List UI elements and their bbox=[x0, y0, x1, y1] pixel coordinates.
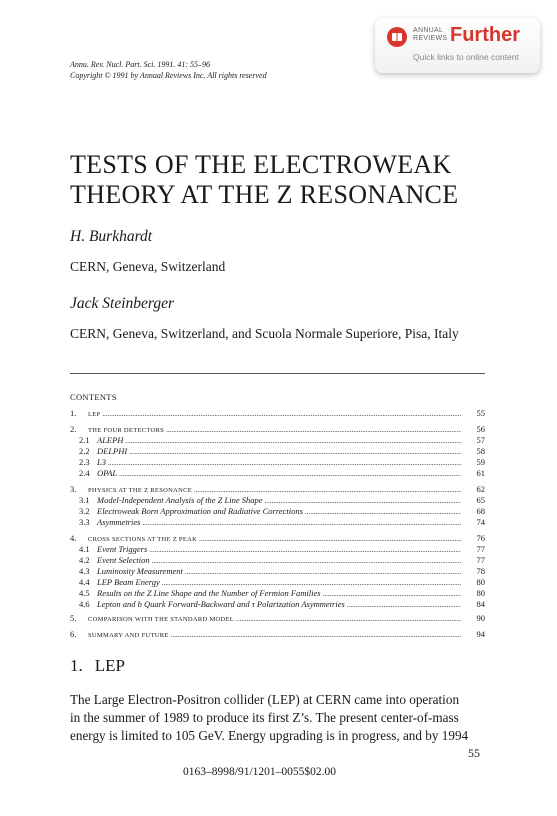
toc-entry-number: 4.4 bbox=[79, 577, 90, 587]
toc-entry-title: DELPHI bbox=[97, 446, 128, 456]
toc-entry bbox=[70, 484, 485, 495]
section-heading bbox=[70, 655, 125, 677]
toc-entry bbox=[70, 506, 485, 517]
toc-entry-title: Asymmetries bbox=[97, 517, 141, 527]
toc-entry bbox=[70, 408, 485, 419]
badge-further-label: Further bbox=[450, 24, 520, 46]
article-title-line-2: THEORY AT THE Z RESONANCE bbox=[70, 180, 459, 209]
toc-entry-page: 90 bbox=[476, 613, 485, 623]
toc-entry-page: 78 bbox=[476, 566, 485, 576]
toc-entry-number: 4.2 bbox=[79, 555, 90, 565]
page-number: 55 bbox=[468, 746, 480, 760]
toc-entry-title: Model-Independent Analysis of the Z Line Shape bbox=[97, 495, 263, 505]
toc-leader-dots bbox=[347, 600, 461, 611]
article-title-line-1: TESTS OF THE ELECTROWEAK bbox=[70, 150, 452, 179]
toc-entry-page: 62 bbox=[476, 484, 485, 494]
toc-entry-page: 74 bbox=[476, 517, 485, 527]
toc-entry bbox=[70, 599, 485, 610]
contents-heading: CONTENTS bbox=[70, 392, 117, 402]
toc-entry-page: 61 bbox=[476, 468, 485, 478]
toc-entry bbox=[70, 555, 485, 566]
toc-entry bbox=[70, 544, 485, 555]
toc-entry-number: 2.3 bbox=[79, 457, 90, 467]
toc-entry bbox=[70, 446, 485, 457]
toc-entry-number: 3. bbox=[70, 484, 77, 494]
toc-entry-title: Event Selection bbox=[97, 555, 150, 565]
toc-entry bbox=[70, 457, 485, 468]
toc-entry-number: 5. bbox=[70, 613, 77, 623]
author-name: Jack Steinberger bbox=[70, 295, 175, 312]
toc-entry-page: 77 bbox=[476, 555, 485, 565]
section-number: 1. bbox=[70, 656, 83, 675]
toc-entry-title: THE FOUR DETECTORS bbox=[88, 427, 165, 434]
toc-entry-title: PHYSICS AT THE Z RESONANCE bbox=[88, 487, 192, 494]
toc-entry bbox=[70, 566, 485, 577]
toc-entry bbox=[70, 629, 485, 640]
toc-entry-title: LEP bbox=[88, 411, 101, 418]
toc-entry-number: 3.3 bbox=[79, 517, 90, 527]
toc-entry-number: 2.2 bbox=[79, 446, 90, 456]
toc-entry-title: ALEPH bbox=[97, 435, 124, 445]
toc-entry bbox=[70, 577, 485, 588]
badge-reviews-label: REVIEWS bbox=[413, 35, 448, 42]
badge-tagline: Quick links to online content bbox=[413, 52, 519, 62]
toc-leader-dots bbox=[119, 469, 461, 480]
toc-entry bbox=[70, 495, 485, 506]
toc-entry-title: LEP Beam Energy bbox=[97, 577, 160, 587]
toc-entry-number: 2. bbox=[70, 424, 77, 434]
body-text-line: in the summer of 1989 to produce its first Z’s. The present center-of-mass bbox=[70, 710, 459, 725]
toc-leader-dots bbox=[236, 614, 461, 625]
toc-entry-number: 4.1 bbox=[79, 544, 90, 554]
toc-leader-dots bbox=[171, 630, 461, 641]
toc-entry-title: SUMMARY AND FUTURE bbox=[88, 632, 169, 639]
divider-rule bbox=[70, 373, 485, 374]
body-text-line: The Large Electron-Positron collider (LEP) at CERN came into operation bbox=[70, 692, 460, 707]
section-title: LEP bbox=[94, 656, 125, 675]
toc-entry-page: 56 bbox=[476, 424, 485, 434]
toc-entry-number: 4. bbox=[70, 533, 77, 543]
toc-entry bbox=[70, 424, 485, 435]
toc-entry-page: 59 bbox=[476, 457, 485, 467]
journal-reference: Annu. Rev. Nucl. Part. Sci. 1991. 41: 55–96 bbox=[70, 60, 211, 69]
toc-entry-page: 77 bbox=[476, 544, 485, 554]
toc-entry-title: L3 bbox=[97, 457, 106, 467]
toc-entry-title: Luminosity Measurement bbox=[97, 566, 183, 576]
body-text-line: energy is limited to 105 GeV. Energy upgrading is in progress, and by 1994 bbox=[70, 728, 469, 743]
author-affiliation: CERN, Geneva, Switzerland bbox=[70, 259, 226, 274]
author-name: H. Burkhardt bbox=[70, 228, 153, 245]
toc-entry-number: 1. bbox=[70, 408, 77, 418]
toc-entry-number: 4.3 bbox=[79, 566, 90, 576]
toc-entry-title: OPAL bbox=[97, 468, 118, 478]
toc-entry-number: 3.1 bbox=[79, 495, 90, 505]
toc-entry-number: 4.5 bbox=[79, 588, 90, 598]
toc-entry bbox=[70, 517, 485, 528]
author-affiliation: CERN, Geneva, Switzerland, and Scuola Normale Superiore, Pisa, Italy bbox=[70, 326, 459, 341]
toc-entry-number: 3.2 bbox=[79, 506, 90, 516]
toc-entry-number: 2.1 bbox=[79, 435, 90, 445]
toc-entry-title: Electroweak Born Approximation and Radiative Corrections bbox=[97, 506, 303, 516]
further-badge[interactable] bbox=[375, 18, 540, 73]
badge-annual-label: ANNUAL bbox=[413, 27, 444, 34]
toc-entry-number: 4.6 bbox=[79, 599, 90, 609]
toc-entry bbox=[70, 435, 485, 446]
toc-leader-dots bbox=[142, 518, 461, 529]
toc-entry bbox=[70, 468, 485, 479]
toc-entry bbox=[70, 533, 485, 544]
toc-entry-page: 84 bbox=[476, 599, 485, 609]
toc-entry-page: 57 bbox=[476, 435, 485, 445]
issn-price-line: 0163–8998/91/1201–0055$02.00 bbox=[183, 766, 337, 778]
toc-entry-page: 80 bbox=[476, 577, 485, 587]
toc-entry-page: 68 bbox=[476, 506, 485, 516]
toc-entry-title: Event Triggers bbox=[97, 544, 148, 554]
toc-entry-page: 58 bbox=[476, 446, 485, 456]
toc-entry-title: Lepton and b Quark Forward-Backward and τ Polarization Asymmetries bbox=[97, 599, 345, 609]
toc-entry-title: COMPARISON WITH THE STANDARD MODEL bbox=[88, 616, 235, 623]
toc-entry-number: 6. bbox=[70, 629, 77, 639]
toc-leader-dots bbox=[102, 409, 461, 420]
toc-entry-page: 80 bbox=[476, 588, 485, 598]
toc-entry bbox=[70, 613, 485, 624]
annual-reviews-logo-icon bbox=[386, 26, 408, 48]
toc-entry-page: 65 bbox=[476, 495, 485, 505]
toc-entry bbox=[70, 588, 485, 599]
toc-entry-number: 2.4 bbox=[79, 468, 90, 478]
toc-entry-page: 76 bbox=[476, 533, 485, 543]
toc-entry-page: 55 bbox=[476, 408, 485, 418]
copyright-notice: Copyright © 1991 by Annual Reviews Inc. All rights reserved bbox=[70, 71, 267, 80]
toc-entry-title: CROSS SECTIONS AT THE Z PEAK bbox=[88, 536, 198, 543]
toc-entry-page: 94 bbox=[476, 629, 485, 639]
toc-entry-title: Results on the Z Line Shape and the Number of Fermion Families bbox=[97, 588, 321, 598]
